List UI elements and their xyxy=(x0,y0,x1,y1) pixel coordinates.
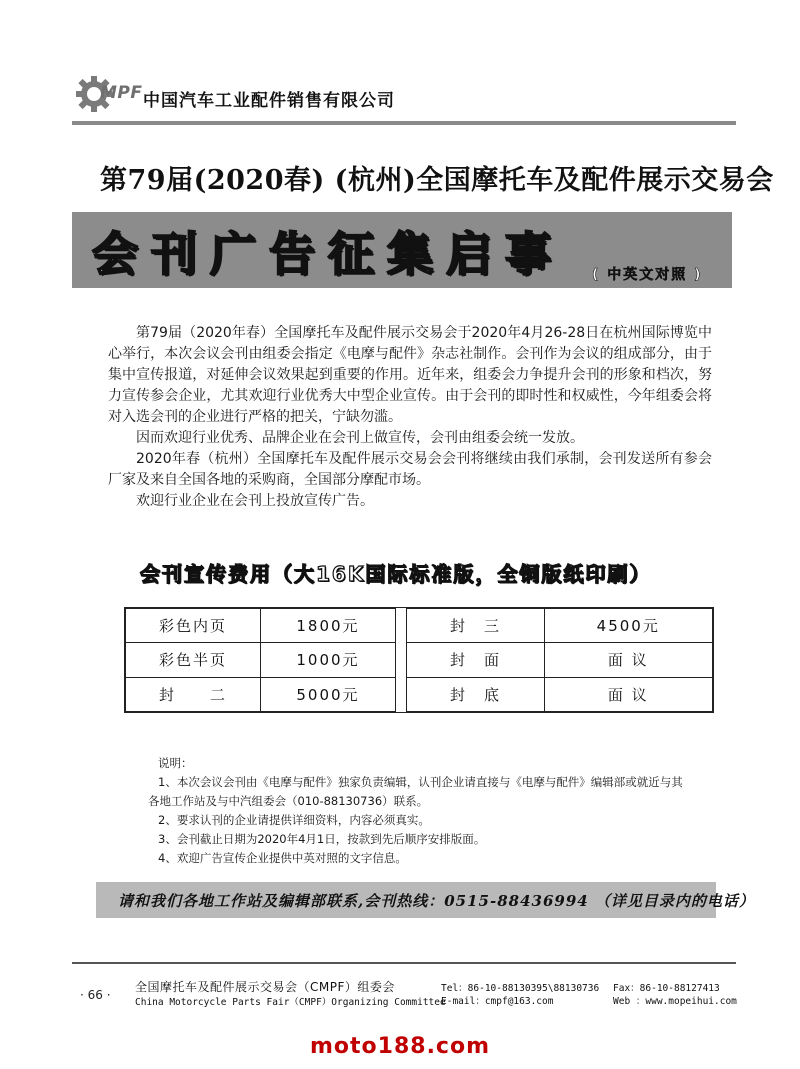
page-number: · 66 · xyxy=(80,988,111,1002)
table-cell: 封 三 xyxy=(407,609,544,643)
table-cell: 4500元 xyxy=(544,609,713,643)
note-line: 各地工作站及与中汽组委会（010-88130736）联系。 xyxy=(148,794,429,808)
note-line: 1、本次会议会刊由《电摩与配件》独家负责编辑，认刊企业请直接与《电摩与配件》编辑部或就近与其 xyxy=(158,775,683,789)
body-paragraph: 因而欢迎行业优秀、品牌企业在会刊上做宣传，会刊由组委会统一发放。 xyxy=(136,430,584,446)
footer-fax: Fax：86-10-88127413 xyxy=(613,983,720,994)
table-row xyxy=(126,677,713,711)
table-cell: 1000元 xyxy=(260,643,395,677)
table-cell: 面 议 xyxy=(544,643,713,677)
table-gap xyxy=(395,643,407,677)
table-cell: 封 底 xyxy=(407,677,544,711)
footer-email: E-mail：cmpf@163.com xyxy=(441,996,554,1007)
announcement-body xyxy=(108,323,712,512)
table-cell: 彩色内页 xyxy=(126,609,261,643)
footer-org-english: China Motorcycle Parts Fair（CMPF）Organizing Committee xyxy=(135,997,446,1008)
table-cell: 彩色半页 xyxy=(126,643,261,677)
table-row xyxy=(126,609,713,643)
body-paragraph: 第79届（2020年春）全国摩托车及配件展示交易会于2020年4月26-28日在杭州国际博览中心举行，本次会议会刊由组委会指定《电摩与配件》杂志社制作。会刊作为会议的组成部分，由于集中宣传报道，对延伸会议效果起到重要的作用。近年来，组委会力争提升会刊的形象和档次，努力宣传参会企业，尤其欢迎行业优秀大中型企业宣传。由于会刊的即时性和权威性，今年组委会将对入选会刊的企业进行严格的把关，宁缺勿滥。 xyxy=(108,325,712,425)
footer-web: Web ：www.mopeihui.com xyxy=(613,996,737,1007)
hotline-text: 请和我们各地工作站及编辑部联系,会刊热线：0515-88436994 （详见目录内的电话） xyxy=(118,892,755,910)
price-table xyxy=(124,607,714,713)
table-cell: 面 议 xyxy=(544,677,713,711)
site-watermark: moto188.com xyxy=(309,1034,491,1059)
banner-title: 会刊广告征集启事 xyxy=(92,227,564,281)
table-cell: 1800元 xyxy=(260,609,395,643)
company-name: 中国汽车工业配件销售有限公司 xyxy=(143,91,395,111)
notes-section xyxy=(148,754,708,868)
table-cell: 封 二 xyxy=(126,677,261,711)
banner-subtitle: ( 中英文对照 ) xyxy=(592,267,703,283)
body-paragraph: 欢迎行业企业在会刊上投放宣传广告。 xyxy=(136,493,374,509)
footer-divider xyxy=(72,962,736,964)
header-divider xyxy=(72,121,736,125)
fee-heading: 会刊宣传费用（大16K国际标准版，全铜版纸印刷） xyxy=(140,562,652,586)
note-line: 3、会刊截止日期为2020年4月1日，按款到先后顺序安排版面。 xyxy=(158,832,486,846)
table-gap xyxy=(395,677,407,711)
note-line: 4、欢迎广告宣传企业提供中英对照的文字信息。 xyxy=(158,851,407,865)
table-row xyxy=(126,643,713,677)
note-line: 2、要求认刊的企业请提供详细资料，内容必须真实。 xyxy=(158,813,430,827)
company-logo: MPF xyxy=(100,83,143,103)
body-paragraph: 2020年春（杭州）全国摩托车及配件展示交易会会刊将继续由我们承制，会刊发送所有参会厂家及来自全国各地的采购商，全国部分摩配市场。 xyxy=(108,451,712,488)
footer-org-chinese: 全国摩托车及配件展示交易会（CMPF）组委会 xyxy=(135,980,395,994)
notes-heading: 说明： xyxy=(158,756,193,770)
table-cell: 5000元 xyxy=(260,677,395,711)
table-cell: 封 面 xyxy=(407,643,544,677)
event-title: 第79届(2020春) (杭州)全国摩托车及配件展示交易会 xyxy=(100,165,774,196)
table-gap xyxy=(395,609,407,643)
footer-tel: Tel：86-10-88130395\88130736 xyxy=(441,983,600,994)
